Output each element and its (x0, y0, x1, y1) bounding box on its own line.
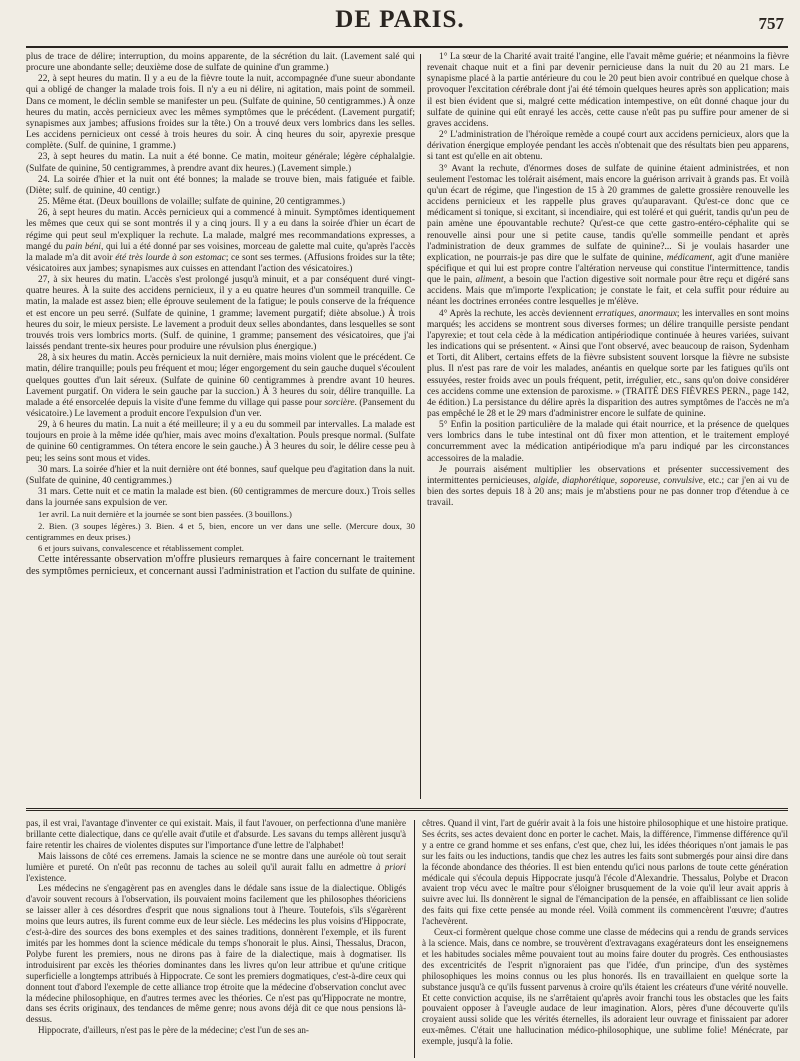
paragraph: Cette intéressante observation m'offre plusieurs remarques à faire concernant le traitement des symptômes pernicieux, et concernant aussi l'administration et l'action du sulfate de quinine. (26, 554, 415, 578)
feuilleton-right-column (422, 818, 788, 1060)
paragraph: 5° Enfin la position particulière de la malade qui était nourrice, et la présence de quelques vers lombrics dans le tube intestinal ont dû fixer mon attention, et le traitement employé concurremment avec la médication antipériodique m'a paru indiqué par les circonstances accessoires de la maladie. (427, 420, 789, 464)
left-column (26, 52, 415, 802)
page-number: 757 (758, 14, 784, 33)
paragraph: Les médecins ne s'engagèrent pas en avengles dans le dédale sans issue de la dialectique. Obligés d'avoir souvent recours à l'observation, ils pouvaient moins facilement que les philosophes théoriciens se laisser aller à ces désordres d'esprit que nous signalions tout à l'heure. Toutefois, s'ils s'égarèrent moins que leurs autres, ils furent comme eux de leur siècle. Les médecins les plus voisins d'Hippocrate, c'est-à-dire des sources des bons exemples et des saines traditions, donnèrent l'exemple, et ils furent imités par les hommes dont la science médicale du temps s'honorait le plus. Ainsi, Thessalus, Dracon, Polybe furent les premiers, nous ne dirons pas à faire de la dialectique, mais à dogmatiser. Ils introduisirent par excès les théories dominantes dans les livres qu'on leur attribue et qu'une critique superficielle a longtemps attribués à Hippocrate. Ce sont les premiers dogmatiques, c'est-à-dire ceux qui donnent tout d'abord l'exemple de cette alliance trop étroite que la médecine d'observation conclut avec la médecine philosophique, en d'autres termes avec les théories. Ce n'est pas qu'Hippocrate ne montre, dans ses écrits originaux, des tendances de même genre; nous avons déjà dit ce que nous pensions là-dessus. (26, 883, 406, 1025)
paragraph: 29, à 6 heures du matin. La nuit a été meilleure; il y a eu du sommeil par intervalles. La malade est toujours en proie à la même idée qu'hier, mais avec moins d'exaltation. Pouls presque normal. (Sulfate de quinine 60 centigrammes. On tétera encore le sein gauche.) À 3 heures du soir, le délire cesse peu à peu; les seins sont mous et vides. (26, 420, 415, 464)
paragraph: 2. Bien. (3 soupes légères.) 3. Bien. 4 et 5, bien, encore un ver dans une selle. (Mercure doux, 30 centigrammes en deux prises.) (26, 520, 415, 542)
header-rule (26, 46, 788, 48)
paragraph: 6 et jours suivans, convalescence et rétablissement complet. (38, 542, 244, 553)
paragraph: 24. La soirée d'hier et la nuit ont été bonnes; la malade se trouve bien, mais fatiguée et faible. (Diète; sulf. de quinine, 40 centigr.) (26, 174, 415, 196)
paragraph: Je pourrais aisément multiplier les observations et présenter successivement des intermittentes pernicieuses, algide, diaphorétique, soporeuse, convulsive, etc.; car j'en ai vu de bien des sortes depuis 18 à 20 ans; mais je m'abstiens pour ne pas donner trop d'étendue à ce travail. (427, 464, 789, 509)
paragraph: Ceux-ci formèrent quelque chose comme une classe de médecins qui a rendu de grands services à la science. Mais, dans ce nombre, se trouvèrent d'extravagans exagérateurs dont les enseignemens et les habitudes sociales même pouvaient tout au moins faire douter du progrès. Ces enthousiastes des excentricités de l'esprit n'ignoraient pas que l'idée, d'un principe, d'un des systèmes philosophiques les moins connus ou les plus honorés. Ils en travaillaient en quelque sorte la substance jusqu'à ce qu'ils fussent parvenus à croire qu'ils étaient les créateurs d'une vérité nouvelle. Et cette conviction acquise, ils ne s'arrêtaient qu'après avoir franchi tous les obstacles que les faits pouvaient opposer à l'aveugle audace de leur imagination. Alors, pères d'une découverte qu'ils croyaient aussi solide que les vérités éternelles, ils adoraient leur ouvrage et finissaient par adorer eux-mêmes. C'était une hallucination médico-philosophique, une sublime folie! Ménécrate, par exemple, jusqu'à la folie. (422, 927, 788, 1047)
paragraph: 2° L'administration de l'héroïque remède a coupé court aux accidens pernicieux, alors que la dérivation énergique employée pendant les accès n'obtenait que des résultats bien peu apparens, si tant est qu'elle en ait obtenu. (427, 130, 789, 163)
paragraph: 31 mars. Cette nuit et ce matin la malade est bien. (60 centigrammes de mercure doux.) Trois selles dans la journée sans expulsion de ver. (26, 487, 415, 509)
paragraph: 27, à six heures du matin. L'accès s'est prolongé jusqu'à minuit, et a par conséquent duré vingt-quatre heures. À la suite des accidens pernicieux, il y a eu quatre heures d'un sommeil tranquille. Ce matin, la malade est assez bien; elle éprouve seulement de la fatigue; le pouls conserve de la fréquence et est encore un peu serré. (Sulfate de quinine, 1 gramme; lavement purgatif; diète absolue.) À trois heures du soir, le mieux persiste. Le lavement a produit deux selles abondantes, dans lesquelles se sont trouvés trois vers lombrics morts. (Sulf. de quinine, 1 gramme; pansement des vésicatoires, que j'ai laissés pendant trente-six heures pour produire une révulsion plus énergique.) (26, 275, 415, 353)
paragraph: 30 mars. La soirée d'hier et la nuit dernière ont été bonnes, sauf quelque peu d'agitation dans la nuit. (Sulfate de quinine, 40 centigrammes.) (26, 464, 415, 486)
paragraph: 28, à six heures du matin. Accès pernicieux la nuit dernière, mais moins violent que le précédent. Ce matin, délire tranquille; pouls peu fréquent et mou; léger engorgement du sein gauche duquel s'écoulent quelques gouttes d'un lait séreux. (Sulfate de quinine 60 centigrammes à prendre avant 10 heures. Lavement purgatif. On videra le sein gauche par la succion.) À 3 heures du soir, délire tranquille. La malade a été ensorcelée depuis la visite d'une femme du village qui passe pour sorcière. (Pansement du vésicatoire.) Le lavement a produit encore l'expulsion d'un ver. (26, 353, 415, 419)
running-title: DE PARIS. (335, 6, 465, 33)
feuilleton-left-column (26, 818, 406, 1060)
paragraph: 25. Même état. (Deux bouillons de volaille; sulfate de quinine, 20 centigrammes.) (38, 197, 345, 208)
paragraph: 23, à sept heures du matin. La nuit a été bonne. Ce matin, moiteur générale; légère céphalalgie. (Sulfate de quinine, 50 centigrammes, à prendre avant dix heures.) (Lavement simple.) (26, 152, 415, 174)
paragraph: 22, à sept heures du matin. Il y a eu de la fièvre toute la nuit, accompagnée d'une sueur abondante qui a obligé de changer la malade trois fois. Il n'y a eu ni délire, ni agitation, mais point de sommeil. Dans ce moment, le déclin semble se manifester un peu. (Sulfate de quinine, 50 centigrammes.) À onze heures du matin, accès pernicieux avec les mêmes symptômes que le précédent. (Lavement purgatif; synapismes aux jambes; affusions froides sur la tête.) On a trouvé deux vers lombrics dans les selles. Les accidens pernicieux ont cessé à trois heures du soir. À cinq heures du soir, apyrexie presque complète. (Sulf. de quinine, 1 gramme.) (26, 74, 415, 152)
paragraph: Mais laissons de côté ces erremens. Jamais la science ne se montre dans une auréole où tout serait lumière et pureté. On n'eût pas reconnu de taches au soleil qu'il aurait fallu en admettre à priori l'existence. (26, 850, 406, 883)
column-divider (420, 54, 421, 799)
paragraph: 4° Après la rechute, les accès deviennent erratiques, anormaux; les intervalles en sont moins marqués; les accidens se montrent sous diverses formes; un délire tranquille persiste pendant l'apyrexie; et tout cela cède à la médication antipériodique continuée à heures variées, suivant les indications qui se présentent. « Ainsi que l'ont observé, avec beaucoup de raison, Sydenham et Torti, dit Alibert, certains effets de la fièvre subsistent souvent lorsque la fièvre ne subsiste plus. Il n'est pas rare de voir les malades, anéantis en quelque sorte par les fatigues qu'ils ont essuyées, rester froids avec un pouls fréquent, petit, irrégulier, etc., sans qu'on doive considérer ces accidens comme une extension de paroxisme. » (TRAITÉ DES FIÈVRES PERN., page 142, 4e édition.) La persistance du délire après la disparition des autres symptômes de l'accès ne m'a pas empêché le 28 et le 29 mars d'administrer encore le sulfate de quinine. (427, 308, 789, 419)
feuilleton-column-divider (414, 820, 415, 1058)
paragraph: 3° Avant la rechute, d'énormes doses de sulfate de quinine étaient administrées, et non seulement l'estomac les tolérait aisément, mais encore la guérison arrivait à grands pas. Et voilà qu'un écart de régime, que l'ingestion de 15 à 20 grammes de galette grossière renouvelle les accidens pernicieux et les rappelle plus graves qu'auparavant. Qu'est-ce donc que ce médicament si tonique, si excitant, si incendiaire, qui est toléré et qui guérit, tandis qu'un peu de pain amène une épouvantable rechute? Qu'est-ce que cette gastro-entéro-céphalite qui se renouvelle ainsi pour une si petite cause, tandis qu'elle sommeille pendant et après l'administration de deux grammes de sulfate de quinine?... Si je voulais hasarder une explication, ne pourrais-je pas dire que le sulfate de quinine, médicament, agit d'une manière spécifique et qui lui est propre contre l'altération nerveuse qui constitue l'intermittence, tandis que le pain, aliment, a besoin que l'action digestive soit normale pour être reçu et digéré sans accidens. Mais que m'importe l'explication; je constate le fait, et cela suffit pour réduire au néant les doctrines erronées contre lesquelles je m'élève. (427, 163, 789, 308)
feuilleton-separator (26, 808, 788, 811)
paragraph: 26, à sept heures du matin. Accès pernicieux qui a commencé à minuit. Symptômes identiquement les mêmes que ceux qui se sont montrés il y a cinq jours. Il y a eu dans la soirée d'hier un écart de régime qui peut seul m'expliquer la rechute. La malade, malgré mes recommandations expresses, a mangé du pain béni, qui lui a été donné par ses voisines, morceau de galette mal cuite, qu'après l'accès la malade m'a dit avoir été très lourde à son estomac; ce sont ses termes. (Affusions froides sur la tête; vésicatoires aux jambes; synapismes aux cuisses en attendant l'action des vésicatoires.) (26, 208, 415, 274)
right-column (427, 52, 789, 802)
paragraph: Hippocrate, d'ailleurs, n'est pas le père de la médecine; c'est l'un de ses an- (38, 1025, 309, 1036)
paragraph: pas, il est vrai, l'avantage d'inventer ce qui existait. Mais, il faut l'avouer, on perfectionna d'une manière brillante cette dialectique, dans ce qu'elle avait d'utile et d'absurde. Les savans du temps allèrent jusqu'à faire retentir les chaires de violentes disputes sur l'importance d'une lettre de l'alphabet! (26, 818, 406, 850)
paragraph: plus de trace de délire; interruption, du moins apparente, de la sécrétion du lait. (Lavement salé qui procure une abondante selle; deuxième dose de sulfate de quinine d'un gramme.) (26, 52, 415, 74)
paragraph: 1er avril. La nuit dernière et la journée se sont bien passées. (3 bouillons.) (38, 509, 292, 520)
paragraph: 1° La sœur de la Charité avait traité l'angine, elle l'avait même guérie; et néanmoins la fièvre revenait chaque nuit et a fini par devenir pernicieuse dans la nuit du 20 au 21 mars. Le synapisme placé à la partie antérieure du cou le 20 peut bien avoir contribué en quelque chose à provoquer l'excitation cérébrale dont j'ai été témoin quelques heures après son application; mais il est bien évident que si, malgré cette médication intempestive, on eût donné chaque jour du sulfate de quinine qui eût enrayé les accès, cette cause n'eût pas pu suffire pour amener de si graves accidens. (427, 52, 789, 129)
paragraph: cêtres. Quand il vint, l'art de guérir avait à la fois une histoire philosophique et une histoire pratique. Ses écrits, ses actes devaient donc en porter le cachet. Mais, la différence, l'immense différence qu'il y a entre ce grand homme et ses enfans, c'est que, chez lui, les idées théoriques n'ont jamais le pas sur les faits ou les inductions, tandis que chez les autres les faits sont submergés pour ainsi dire dans la féconde abondance des théories. Il est bien entendu qu'ici nous parlons de toute cette génération médicale qui s'écoula depuis Hippocrate jusqu'à l'école d'Alexandrie. Thessalus, Polybe et Dracon avaient trop vécu avec le maître pour s'éloigner brusquement de la voie qu'il leur avait appris à suivre avec lui. Ils donnèrent le signal de l'émancipation de la pensée, en affaiblissant ce lien solide des faits qui fixe cette pensée au monde réel. Voilà comment ils commencèrent l'œuvre; d'autres l'achevèrent. (422, 818, 788, 927)
